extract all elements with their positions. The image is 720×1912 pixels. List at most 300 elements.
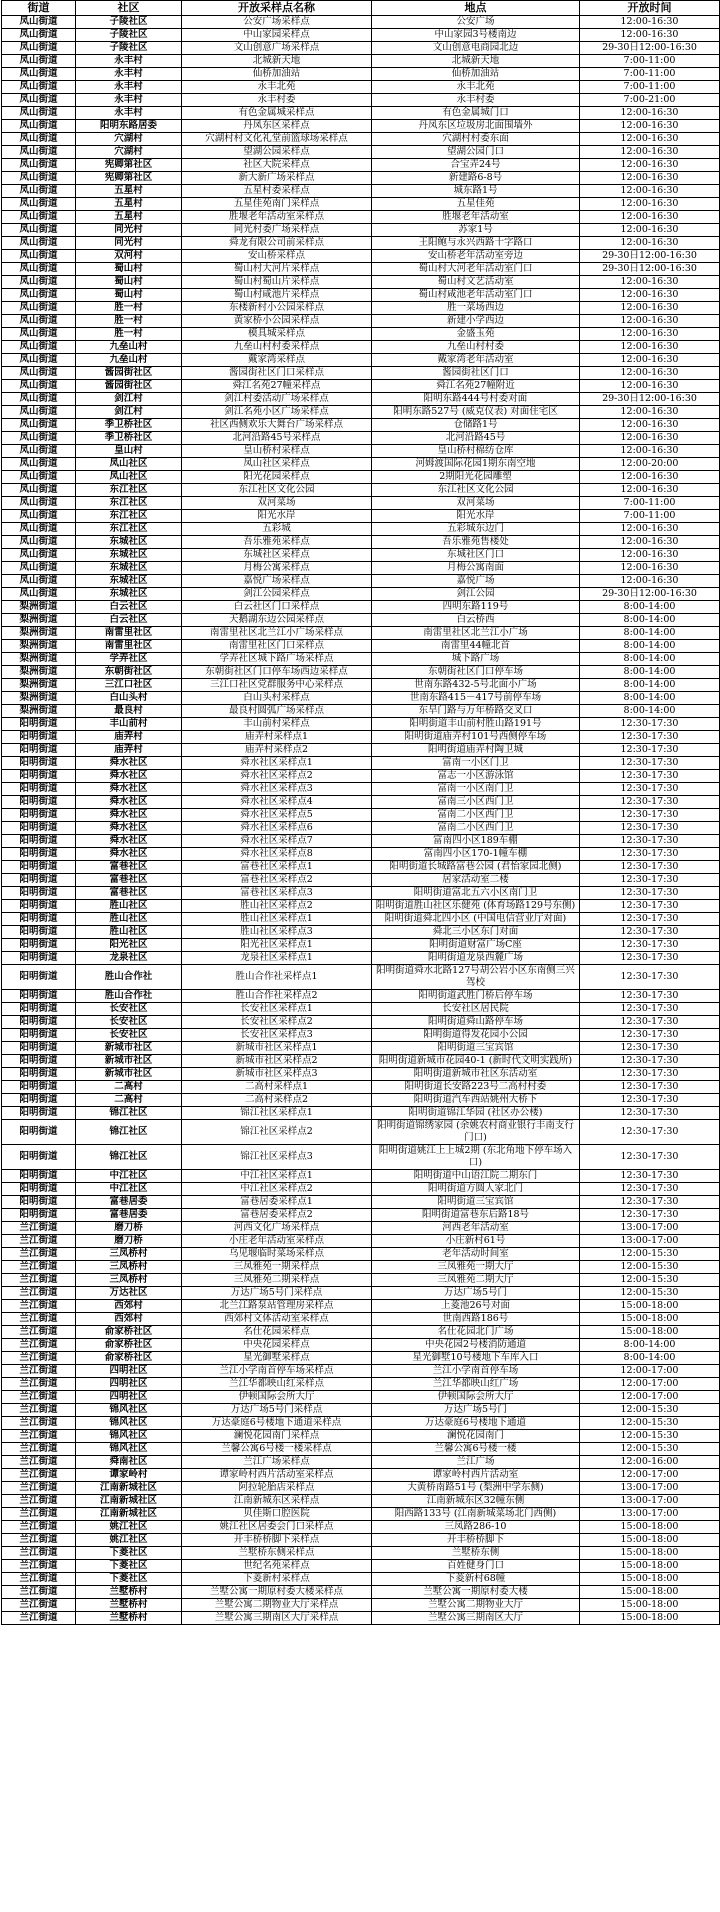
cell-street: 凤山街道 xyxy=(2,549,76,562)
cell-street: 凤山街道 xyxy=(2,250,76,263)
table-row xyxy=(2,510,720,523)
cell-community: 学弄社区 xyxy=(76,653,182,666)
table-row xyxy=(2,874,720,887)
cell-open-time: 12:30-17:30 xyxy=(580,718,720,731)
cell-site-name: 胜山社区采样点3 xyxy=(182,926,372,939)
cell-community: 季卫桥社区 xyxy=(76,419,182,432)
cell-location: 阳明东路527号 (威克仪表) 对面住宅区 xyxy=(372,406,580,419)
sampling-sites-table xyxy=(1,0,720,1625)
cell-open-time: 12:00-16:30 xyxy=(580,185,720,198)
cell-community: 胜山合作社 xyxy=(76,965,182,990)
table-row xyxy=(2,354,720,367)
cell-site-name: 长安社区采样点3 xyxy=(182,1029,372,1042)
cell-open-time: 15:00-18:00 xyxy=(580,1521,720,1534)
cell-location: 蜀山村大河老年活动室门口 xyxy=(372,263,580,276)
cell-street: 凤山街道 xyxy=(2,575,76,588)
table-row xyxy=(2,523,720,536)
table-row xyxy=(2,536,720,549)
cell-site-name: 二高村采样点2 xyxy=(182,1094,372,1107)
cell-open-time: 12:00-16:30 xyxy=(580,120,720,133)
cell-open-time: 15:00-18:00 xyxy=(580,1534,720,1547)
cell-community: 下菱社区 xyxy=(76,1573,182,1586)
table-row xyxy=(2,406,720,419)
cell-location: 河姆渡国际花园1期东南空地 xyxy=(372,458,580,471)
cell-street: 阳明街道 xyxy=(2,939,76,952)
cell-site-name: 新城市社区采样点2 xyxy=(182,1055,372,1068)
cell-community: 长安社区 xyxy=(76,1016,182,1029)
cell-street: 凤山街道 xyxy=(2,172,76,185)
table-row xyxy=(2,302,720,315)
cell-site-name: 有色金属城采样点 xyxy=(182,107,372,120)
cell-open-time: 12:30-17:30 xyxy=(580,1145,720,1170)
cell-community: 胜一村 xyxy=(76,302,182,315)
cell-site-name: 舜水社区采样点1 xyxy=(182,757,372,770)
cell-street: 阳明街道 xyxy=(2,1120,76,1145)
cell-community: 南雷里社区 xyxy=(76,627,182,640)
cell-site-name: 酱园街社区门口采样点 xyxy=(182,367,372,380)
cell-community: 中江社区 xyxy=(76,1170,182,1183)
cell-location: 阳明街道三宝宾馆 xyxy=(372,1042,580,1055)
cell-location: 阳明街道锦江华园 (社区办公楼) xyxy=(372,1107,580,1120)
cell-community: 下菱社区 xyxy=(76,1547,182,1560)
cell-open-time: 12:30-17:30 xyxy=(580,926,720,939)
cell-community: 穴湖村 xyxy=(76,146,182,159)
cell-community: 九垒山村 xyxy=(76,341,182,354)
cell-community: 万达社区 xyxy=(76,1287,182,1300)
table-row xyxy=(2,601,720,614)
cell-location: 中央花园2号楼消防通道 xyxy=(372,1339,580,1352)
table-row xyxy=(2,952,720,965)
cell-open-time: 29-30日12:00-16:30 xyxy=(580,263,720,276)
cell-site-name: 北兰江路泵站管理房采样点 xyxy=(182,1300,372,1313)
cell-street: 凤山街道 xyxy=(2,68,76,81)
cell-open-time: 12:30-17:30 xyxy=(580,1042,720,1055)
cell-open-time: 12:00-16:30 xyxy=(580,328,720,341)
cell-street: 阳明街道 xyxy=(2,874,76,887)
table-row xyxy=(2,198,720,211)
table-row xyxy=(2,81,720,94)
header-community: 社区 xyxy=(76,1,182,16)
cell-site-name: 富巷社区采样点1 xyxy=(182,861,372,874)
cell-open-time: 8:00-14:00 xyxy=(580,666,720,679)
cell-community: 子陵社区 xyxy=(76,29,182,42)
cell-location: 南雷里44幢北首 xyxy=(372,640,580,653)
cell-street: 阳明街道 xyxy=(2,861,76,874)
cell-community: 穴湖村 xyxy=(76,133,182,146)
cell-open-time: 12:00-15:30 xyxy=(580,1287,720,1300)
cell-street: 兰江街道 xyxy=(2,1599,76,1612)
cell-site-name: 南雷里社区门口采样点 xyxy=(182,640,372,653)
cell-site-name: 中央花园采样点 xyxy=(182,1339,372,1352)
cell-site-name: 皇山桥村采样点 xyxy=(182,445,372,458)
cell-open-time: 13:00-17:00 xyxy=(580,1222,720,1235)
cell-open-time: 12:00-16:30 xyxy=(580,276,720,289)
cell-open-time: 12:30-17:30 xyxy=(580,1068,720,1081)
table-row xyxy=(2,1378,720,1391)
cell-location: 名仕花园北门广场 xyxy=(372,1326,580,1339)
cell-open-time: 12:30-17:30 xyxy=(580,1209,720,1222)
table-row xyxy=(2,419,720,432)
cell-location: 阳明街道方圆人家北门 xyxy=(372,1183,580,1196)
cell-open-time: 15:00-18:00 xyxy=(580,1573,720,1586)
cell-street: 阳明街道 xyxy=(2,770,76,783)
cell-location: 万达广场5号门 xyxy=(372,1287,580,1300)
table-row xyxy=(2,549,720,562)
cell-street: 凤山街道 xyxy=(2,445,76,458)
cell-open-time: 8:00-14:00 xyxy=(580,705,720,718)
cell-open-time: 15:00-18:00 xyxy=(580,1586,720,1599)
cell-location: 阳西路133号 (江南新城菜场北门西侧) xyxy=(372,1508,580,1521)
cell-location: 阳明街道汽车西站姚州大桥下 xyxy=(372,1094,580,1107)
table-row xyxy=(2,1534,720,1547)
cell-site-name: 世纪名苑采样点 xyxy=(182,1560,372,1573)
table-row xyxy=(2,1042,720,1055)
cell-site-name: 锦江社区采样点3 xyxy=(182,1145,372,1170)
table-row xyxy=(2,1120,720,1145)
cell-location: 有色金属城门口 xyxy=(372,107,580,120)
cell-location: 谭家岭村西片活动室 xyxy=(372,1469,580,1482)
table-row xyxy=(2,718,720,731)
cell-location: 南雷里社区北兰江小广场 xyxy=(372,627,580,640)
cell-site-name: 胜山合作社采样点2 xyxy=(182,990,372,1003)
cell-street: 兰江街道 xyxy=(2,1326,76,1339)
table-row xyxy=(2,614,720,627)
cell-open-time: 12:30-17:30 xyxy=(580,731,720,744)
cell-site-name: 兰墅公寓一期原村委大楼采样点 xyxy=(182,1586,372,1599)
cell-open-time: 12:00-16:30 xyxy=(580,354,720,367)
table-row xyxy=(2,458,720,471)
cell-site-name: 望湖公园采样点 xyxy=(182,146,372,159)
cell-location: 兰馨公寓6号楼一楼 xyxy=(372,1443,580,1456)
cell-open-time: 12:30-17:30 xyxy=(580,1196,720,1209)
cell-site-name: 谭家岭村西片活动室采样点 xyxy=(182,1469,372,1482)
cell-street: 阳明街道 xyxy=(2,1055,76,1068)
cell-site-name: 舜龙有限公司前采样点 xyxy=(182,237,372,250)
cell-location: 开丰桥桥脚下 xyxy=(372,1534,580,1547)
cell-site-name: 兰江华都映山红采样点 xyxy=(182,1378,372,1391)
cell-street: 兰江街道 xyxy=(2,1508,76,1521)
table-row xyxy=(2,1248,720,1261)
cell-site-name: 舜水社区采样点5 xyxy=(182,809,372,822)
table-row xyxy=(2,341,720,354)
cell-street: 阳明街道 xyxy=(2,952,76,965)
cell-location: 舜北三小区东门对面 xyxy=(372,926,580,939)
header-open-time: 开放时间 xyxy=(580,1,720,16)
cell-site-name: 富巷社区采样点2 xyxy=(182,874,372,887)
table-row xyxy=(2,692,720,705)
cell-open-time: 12:30-17:30 xyxy=(580,770,720,783)
cell-location: 世南东路432-5号北面小广场 xyxy=(372,679,580,692)
cell-site-name: 南雷里社区北兰江小广场采样点 xyxy=(182,627,372,640)
cell-site-name: 剑江公园采样点 xyxy=(182,588,372,601)
cell-site-name: 永丰北苑 xyxy=(182,81,372,94)
cell-community: 季卫桥社区 xyxy=(76,432,182,445)
cell-community: 富巷社区 xyxy=(76,861,182,874)
cell-site-name: 学弄社区城下路广场采样点 xyxy=(182,653,372,666)
cell-street: 梨洲街道 xyxy=(2,614,76,627)
cell-location: 富南二小区西门卫 xyxy=(372,809,580,822)
cell-location: 城东路1号 xyxy=(372,185,580,198)
cell-location: 富南三小区西门卫 xyxy=(372,796,580,809)
cell-site-name: 长安社区采样点2 xyxy=(182,1016,372,1029)
cell-street: 阳明街道 xyxy=(2,1145,76,1170)
cell-open-time: 29-30日12:00-16:30 xyxy=(580,393,720,406)
table-row xyxy=(2,432,720,445)
cell-open-time: 12:00-16:30 xyxy=(580,406,720,419)
table-row xyxy=(2,1145,720,1170)
cell-street: 梨洲街道 xyxy=(2,653,76,666)
cell-community: 锦风社区 xyxy=(76,1404,182,1417)
table-row xyxy=(2,1339,720,1352)
cell-site-name: 丰山前村采样点 xyxy=(182,718,372,731)
cell-site-name: 小庄老年活动室采样点 xyxy=(182,1235,372,1248)
cell-community: 宪卿第社区 xyxy=(76,159,182,172)
cell-community: 同光村 xyxy=(76,224,182,237)
cell-site-name: 富巷居委采样点2 xyxy=(182,1209,372,1222)
table-row xyxy=(2,16,720,29)
table-row xyxy=(2,393,720,406)
cell-street: 兰江街道 xyxy=(2,1222,76,1235)
cell-community: 剑江村 xyxy=(76,393,182,406)
cell-open-time: 12:30-17:30 xyxy=(580,874,720,887)
cell-open-time: 12:00-16:30 xyxy=(580,29,720,42)
table-row xyxy=(2,1586,720,1599)
cell-site-name: 阳光花园采样点 xyxy=(182,471,372,484)
cell-location: 苏家1号 xyxy=(372,224,580,237)
cell-location: 阳明街道富巷东后路18号 xyxy=(372,1209,580,1222)
cell-community: 富巷社区 xyxy=(76,874,182,887)
table-row xyxy=(2,328,720,341)
table-row xyxy=(2,965,720,990)
cell-site-name: 东江社区文化公园 xyxy=(182,484,372,497)
cell-site-name: 舜水社区采样点8 xyxy=(182,848,372,861)
cell-site-name: 安山桥采样点 xyxy=(182,250,372,263)
cell-location: 王阳鲍与永兴西路十字路口 xyxy=(372,237,580,250)
header-street: 街道 xyxy=(2,1,76,16)
cell-location: 长安社区居民院 xyxy=(372,1003,580,1016)
cell-open-time: 13:00-17:00 xyxy=(580,1495,720,1508)
header-location: 地点 xyxy=(372,1,580,16)
cell-street: 凤山街道 xyxy=(2,302,76,315)
cell-community: 南雷里社区 xyxy=(76,640,182,653)
table-row xyxy=(2,445,720,458)
cell-street: 凤山街道 xyxy=(2,29,76,42)
cell-open-time: 12:00-16:30 xyxy=(580,224,720,237)
cell-location: 丹凤东区垃圾房北面围墙外 xyxy=(372,120,580,133)
table-row xyxy=(2,1404,720,1417)
cell-open-time: 12:00-16:00 xyxy=(580,1456,720,1469)
cell-open-time: 12:30-17:30 xyxy=(580,1107,720,1120)
cell-street: 梨洲街道 xyxy=(2,692,76,705)
cell-location: 阳明街道得发花园小公园 xyxy=(372,1029,580,1042)
cell-street: 凤山街道 xyxy=(2,458,76,471)
cell-location: 2期阳光花园雕塑 xyxy=(372,471,580,484)
table-row xyxy=(2,990,720,1003)
cell-community: 庙弄村 xyxy=(76,731,182,744)
cell-community: 二高村 xyxy=(76,1081,182,1094)
table-row xyxy=(2,497,720,510)
cell-open-time: 29-30日12:00-16:30 xyxy=(580,250,720,263)
cell-site-name: 社区西侧欢乐大舞台广场采样点 xyxy=(182,419,372,432)
cell-location: 五彩城东边门 xyxy=(372,523,580,536)
table-row xyxy=(2,1300,720,1313)
cell-site-name: 蜀山村大河片采样点 xyxy=(182,263,372,276)
table-row xyxy=(2,42,720,55)
cell-site-name: 姚江社区居委会门口采样点 xyxy=(182,1521,372,1534)
cell-site-name: 舜水社区采样点4 xyxy=(182,796,372,809)
cell-open-time: 12:30-17:30 xyxy=(580,1170,720,1183)
cell-site-name: 三凤雅苑二期采样点 xyxy=(182,1274,372,1287)
cell-street: 兰江街道 xyxy=(2,1612,76,1625)
cell-location: 月梅公寓南面 xyxy=(372,562,580,575)
cell-open-time: 12:00-15:30 xyxy=(580,1261,720,1274)
cell-site-name: 阿拉轮胎店采样点 xyxy=(182,1482,372,1495)
cell-community: 庙弄村 xyxy=(76,744,182,757)
cell-location: 澜悦花园南门 xyxy=(372,1430,580,1443)
cell-street: 凤山街道 xyxy=(2,94,76,107)
cell-location: 蜀山村文艺活动室 xyxy=(372,276,580,289)
cell-street: 阳明街道 xyxy=(2,1029,76,1042)
cell-location: 兰江华都映山红广场 xyxy=(372,1378,580,1391)
cell-location: 嘉悦广场 xyxy=(372,575,580,588)
cell-street: 兰江街道 xyxy=(2,1365,76,1378)
cell-site-name: 庙弄村采样点2 xyxy=(182,744,372,757)
cell-open-time: 29-30日12:00-16:30 xyxy=(580,588,720,601)
cell-open-time: 13:00-17:00 xyxy=(580,1235,720,1248)
cell-location: 老年活动时间室 xyxy=(372,1248,580,1261)
table-row xyxy=(2,471,720,484)
cell-street: 阳明街道 xyxy=(2,887,76,900)
cell-open-time: 8:00-14:00 xyxy=(580,1352,720,1365)
cell-community: 宪卿第社区 xyxy=(76,172,182,185)
cell-site-name: 下菱新村采样点 xyxy=(182,1573,372,1586)
cell-location: 戴家湾老年活动室 xyxy=(372,354,580,367)
table-row xyxy=(2,1196,720,1209)
table-row xyxy=(2,653,720,666)
cell-location: 穴湖村村委东面 xyxy=(372,133,580,146)
cell-location: 新建路6-8号 xyxy=(372,172,580,185)
cell-community: 舜水社区 xyxy=(76,809,182,822)
cell-site-name: 仙桥加油站 xyxy=(182,68,372,81)
cell-location: 安山桥老年活动室旁边 xyxy=(372,250,580,263)
cell-street: 凤山街道 xyxy=(2,406,76,419)
table-row xyxy=(2,926,720,939)
cell-location: 新建小学西边 xyxy=(372,315,580,328)
cell-location: 大黄桥南路51号 (梨洲中学东侧) xyxy=(372,1482,580,1495)
cell-location: 阳明街道新城市社区东活动室 xyxy=(372,1068,580,1081)
table-row xyxy=(2,1235,720,1248)
cell-community: 俞家桥社区 xyxy=(76,1352,182,1365)
table-row xyxy=(2,1612,720,1625)
cell-community: 四明社区 xyxy=(76,1365,182,1378)
cell-street: 阳明街道 xyxy=(2,913,76,926)
table-row xyxy=(2,900,720,913)
cell-community: 新城市社区 xyxy=(76,1042,182,1055)
cell-street: 兰江街道 xyxy=(2,1430,76,1443)
cell-open-time: 12:30-17:30 xyxy=(580,861,720,874)
cell-street: 凤山街道 xyxy=(2,81,76,94)
cell-community: 东城社区 xyxy=(76,549,182,562)
cell-location: 双河菜场 xyxy=(372,497,580,510)
cell-site-name: 长安社区采样点1 xyxy=(182,1003,372,1016)
cell-street: 凤山街道 xyxy=(2,146,76,159)
cell-street: 凤山街道 xyxy=(2,55,76,68)
cell-street: 凤山街道 xyxy=(2,42,76,55)
cell-site-name: 舜水社区采样点7 xyxy=(182,835,372,848)
cell-street: 凤山街道 xyxy=(2,341,76,354)
cell-location: 仓储路1号 xyxy=(372,419,580,432)
cell-street: 凤山街道 xyxy=(2,224,76,237)
cell-location: 阳明街道中山语江院二期东门 xyxy=(372,1170,580,1183)
table-row xyxy=(2,1016,720,1029)
cell-community: 俞家桥社区 xyxy=(76,1339,182,1352)
cell-street: 凤山街道 xyxy=(2,367,76,380)
cell-site-name: 同光村委广场采样点 xyxy=(182,224,372,237)
cell-street: 兰江街道 xyxy=(2,1521,76,1534)
table-row xyxy=(2,1081,720,1094)
cell-community: 长安社区 xyxy=(76,1029,182,1042)
cell-location: 万达广场5号门 xyxy=(372,1404,580,1417)
table-row xyxy=(2,1326,720,1339)
cell-community: 四明社区 xyxy=(76,1391,182,1404)
cell-community: 永丰村 xyxy=(76,81,182,94)
cell-site-name: 舜水社区采样点2 xyxy=(182,770,372,783)
cell-community: 东城社区 xyxy=(76,536,182,549)
cell-street: 兰江街道 xyxy=(2,1456,76,1469)
cell-location: 阳明街道舜山路停车场 xyxy=(372,1016,580,1029)
cell-site-name: 龙泉社区采样点1 xyxy=(182,952,372,965)
cell-open-time: 12:00-15:30 xyxy=(580,1404,720,1417)
cell-street: 兰江街道 xyxy=(2,1534,76,1547)
cell-street: 阳明街道 xyxy=(2,1107,76,1120)
cell-community: 凤山社区 xyxy=(76,471,182,484)
table-row xyxy=(2,744,720,757)
table-row xyxy=(2,1170,720,1183)
table-row xyxy=(2,380,720,393)
cell-street: 阳明街道 xyxy=(2,822,76,835)
cell-site-name: 三凤雅苑一期采样点 xyxy=(182,1261,372,1274)
cell-location: 百姓健身门口 xyxy=(372,1560,580,1573)
cell-street: 凤山街道 xyxy=(2,432,76,445)
table-row xyxy=(2,861,720,874)
table-row xyxy=(2,887,720,900)
cell-location: 兰墅公寓三期南区大厅 xyxy=(372,1612,580,1625)
cell-community: 东城社区 xyxy=(76,575,182,588)
cell-open-time: 15:00-18:00 xyxy=(580,1313,720,1326)
cell-location: 金盛玉苑 xyxy=(372,328,580,341)
cell-street: 兰江街道 xyxy=(2,1469,76,1482)
cell-street: 兰江街道 xyxy=(2,1313,76,1326)
cell-location: 白云桥西 xyxy=(372,614,580,627)
cell-community: 东城社区 xyxy=(76,588,182,601)
cell-site-name: 兰墅公寓三期南区大厅采样点 xyxy=(182,1612,372,1625)
table-row xyxy=(2,133,720,146)
cell-open-time: 12:00-16:30 xyxy=(580,16,720,29)
cell-site-name: 兰墅公寓二期物业大厅采样点 xyxy=(182,1599,372,1612)
cell-location: 兰墅公寓二期物业大厅 xyxy=(372,1599,580,1612)
cell-open-time: 13:00-17:00 xyxy=(580,1482,720,1495)
cell-community: 胜山社区 xyxy=(76,926,182,939)
cell-open-time: 12:00-15:30 xyxy=(580,1248,720,1261)
cell-site-name: 东城社区采样点 xyxy=(182,549,372,562)
cell-site-name: 中江社区采样点1 xyxy=(182,1170,372,1183)
cell-community: 永丰村 xyxy=(76,55,182,68)
cell-location: 河西老年活动室 xyxy=(372,1222,580,1235)
cell-street: 凤山街道 xyxy=(2,510,76,523)
table-row xyxy=(2,55,720,68)
cell-location: 皇山桥村棉纺仓库 xyxy=(372,445,580,458)
cell-community: 同光村 xyxy=(76,237,182,250)
